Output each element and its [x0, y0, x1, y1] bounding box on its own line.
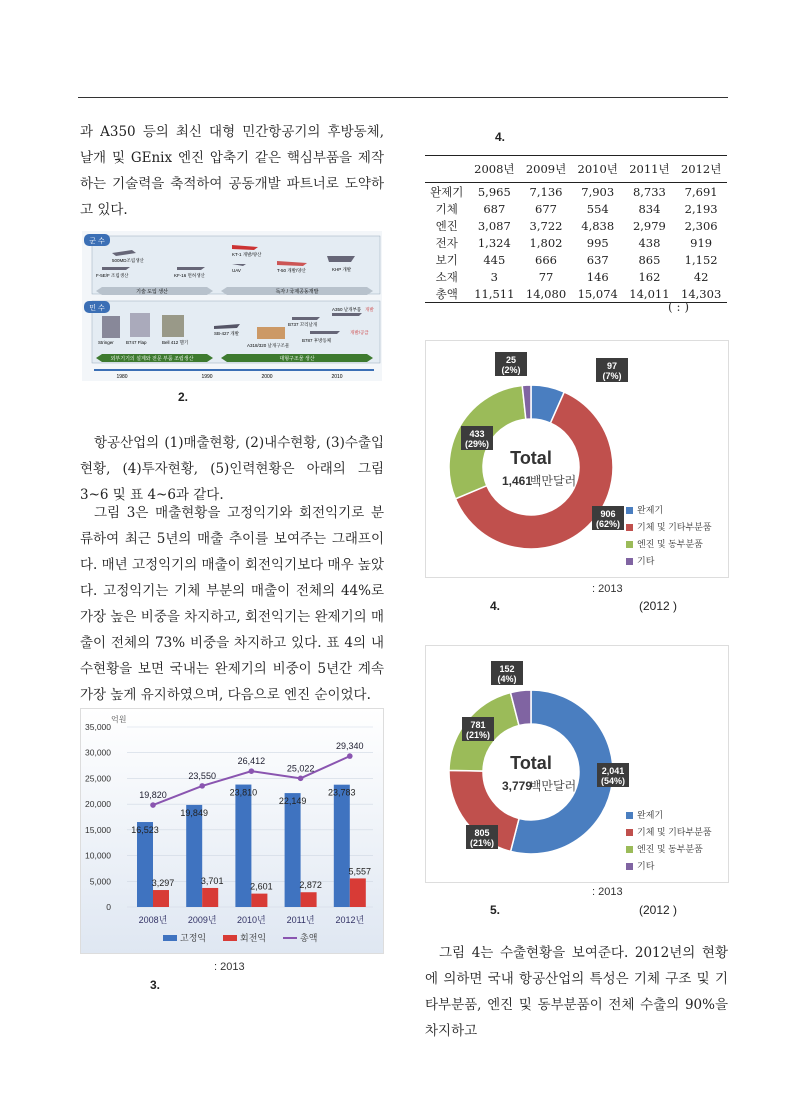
table-cell: 3 — [490, 269, 498, 284]
total-point — [347, 753, 353, 759]
row-label: 기체 — [435, 201, 458, 216]
table-header-4: 2011년 — [629, 162, 670, 176]
phase-bar-3: 외부기기의 설계와 전문 부품 조립생산 — [110, 356, 194, 362]
year-1990: 1990 — [201, 374, 213, 380]
figure-4 — [425, 340, 729, 578]
table-cell: 14,080 — [525, 286, 567, 301]
slice-percent-label: (21%) — [465, 730, 491, 740]
bar-fixed-label: 19,849 — [180, 807, 208, 818]
legend-swatch — [626, 812, 633, 819]
phase-bar-4: 대형구조물 생산 — [279, 356, 315, 362]
table4-unit-note: ( : ) — [668, 300, 690, 314]
table-header-3: 2010년 — [577, 162, 618, 176]
fig4-source: : 2013 — [592, 583, 623, 595]
legend-label: 기타 — [637, 556, 655, 566]
tag-develop: 개발 — [365, 307, 374, 312]
table-cell: 146 — [586, 269, 609, 284]
total-point — [199, 783, 205, 789]
bar-rotary-wing — [202, 888, 218, 907]
bar-fixed-label: 16,523 — [131, 825, 159, 836]
table-cell: 3,087 — [477, 218, 511, 233]
import-donut-chart — [426, 646, 728, 882]
legend-label: 완제기 — [637, 505, 664, 515]
table-cell: 687 — [483, 201, 506, 216]
slice-percent-label: (29%) — [464, 439, 490, 449]
table-row — [425, 183, 727, 201]
table-row — [425, 251, 727, 268]
aerospace-history-diagram — [82, 231, 382, 381]
b787-icon — [310, 331, 340, 334]
bar-rotary-label: 3,701 — [200, 875, 224, 886]
table-row — [425, 200, 727, 217]
figure-3 — [80, 708, 384, 954]
civil-item-a318: A318/320 날개구조물 — [247, 343, 290, 348]
slice-value-label: 906 — [600, 509, 616, 519]
legend-label: 엔진 및 동부분품 — [637, 539, 703, 549]
total-point — [249, 768, 255, 774]
donut-center-title: Total — [510, 753, 552, 773]
military-item-khp: KHP 개발 — [332, 267, 352, 272]
table-cell: 865 — [638, 252, 661, 267]
bar-fixed-wing — [285, 793, 301, 907]
table-cell: 8,733 — [632, 184, 666, 199]
legend-label: 기타 — [637, 861, 655, 871]
table-cell: 3,722 — [529, 218, 563, 233]
slice-value-label: 25 — [505, 355, 517, 365]
slice-percent-label: (21%) — [469, 838, 495, 848]
table-cell: 666 — [535, 252, 557, 267]
civil-item-sb427: SB-427 개발 — [214, 331, 239, 336]
donut-center-title: Total — [510, 448, 552, 468]
table-cell: 14,303 — [681, 286, 722, 301]
figure-2 — [82, 231, 382, 381]
total-label: 25,022 — [286, 763, 315, 774]
legend-swatch — [626, 846, 633, 853]
total-label: 23,550 — [188, 770, 216, 781]
legend-label: 회전익 — [240, 933, 267, 943]
bar-fixed-label: 23,810 — [229, 787, 258, 798]
military-item-f5: F-5E/F 조립생산 — [96, 273, 129, 278]
table-cell: 995 — [586, 235, 609, 250]
military-item-500md: 500MD조립생산 — [112, 258, 144, 263]
table-header-0 — [425, 156, 468, 183]
fig2-caption: 2. — [178, 390, 189, 404]
total-point — [298, 776, 304, 782]
y-tick-label: 0 — [106, 902, 111, 912]
legend-label: 기체 및 기타부분품 — [637, 827, 712, 837]
helicopter-khp-icon — [327, 256, 355, 262]
slice-percent-label: (4%) — [497, 674, 517, 684]
donut-center-value: 3,779 — [501, 779, 533, 793]
civil-item-b787: B787 후방동체 — [302, 338, 332, 343]
table-cell: 162 — [638, 269, 661, 284]
donut-center-unit: 백만달러 — [529, 474, 577, 488]
table-cell: 15,074 — [577, 286, 618, 301]
bar-rotary-label: 2,601 — [250, 881, 273, 892]
y-tick-label: 30,000 — [85, 747, 111, 758]
slice-percent-label: (7%) — [602, 371, 622, 381]
table-cell: 919 — [690, 235, 713, 250]
a350-icon — [332, 313, 362, 316]
legend-label: 고정익 — [180, 933, 207, 943]
fig4-caption: 4. — [490, 599, 501, 613]
bar-fixed-label: 23,783 — [328, 787, 356, 798]
fig4-caption-year: (2012 ) — [639, 599, 678, 613]
total-label: 19,820 — [139, 790, 167, 801]
slice-value-label: 152 — [499, 664, 515, 674]
fig3-source: : 2013 — [214, 961, 245, 973]
phase-bar-2: 독자 / 국제공동개발 — [275, 289, 319, 295]
bar-rotary-wing — [153, 890, 169, 907]
bar-rotary-wing — [251, 894, 267, 907]
table-cell: 1,802 — [529, 235, 563, 250]
military-item-kt1: KT-1 개발/양산 — [232, 252, 262, 257]
y-tick-label: 25,000 — [85, 773, 111, 784]
fig5-source: : 2013 — [592, 886, 623, 898]
table-cell: 677 — [535, 201, 557, 216]
domestic-demand-table — [425, 155, 727, 303]
x-tick-label: 2012년 — [335, 915, 365, 925]
y-tick-label: 5,000 — [89, 876, 111, 887]
bar-fixed-wing — [186, 805, 202, 907]
jet-f5-icon — [102, 267, 130, 270]
bar-rotary-wing — [350, 878, 366, 907]
legend-label: 엔진 및 동부분품 — [637, 844, 703, 854]
donut-center-unit: 백만달러 — [529, 779, 577, 793]
row-label: 완제기 — [430, 184, 464, 199]
bottom-paragraph: 그림 4는 수출현황을 보여준다. 2012년의 현황에 의하면 국내 항공산업의 특성은 기체 구조 및 기타부분품, 엔진 및 동부분품이 전체 수출의 90%을 차지하고 — [425, 945, 728, 1039]
phase-bar-1: 기술 도입 생산 — [136, 289, 168, 295]
civil-item-b737: B737 꼬리날개 — [288, 322, 318, 327]
table-cell: 2,193 — [684, 201, 718, 216]
table-cell: 11,511 — [474, 286, 515, 301]
slice-value-label: 805 — [474, 828, 490, 838]
military-label: 군 수 — [89, 238, 105, 245]
civil-item-b747: B747 Flap — [126, 340, 147, 345]
legend-swatch — [626, 829, 633, 836]
table-row — [425, 268, 727, 285]
fig5-caption-year: (2012 ) — [639, 903, 678, 917]
jet-kf16-icon — [177, 267, 205, 270]
legend-swatch — [626, 524, 633, 531]
x-tick-label: 2008년 — [138, 915, 168, 925]
table-row — [425, 217, 727, 234]
stringer-photo — [102, 316, 120, 338]
military-item-t50: T-50 개발/양산 — [277, 268, 306, 273]
total-label: 29,340 — [336, 741, 364, 752]
table-header-row — [425, 156, 727, 183]
row-label: 엔진 — [435, 218, 458, 233]
civil-item-a350: A350 날개부품 — [332, 307, 362, 312]
table-cell: 445 — [483, 252, 506, 267]
slice-value-label: 781 — [470, 720, 486, 730]
legend-label: 완제기 — [637, 810, 664, 820]
legend-swatch — [626, 507, 633, 514]
slice-value-label: 97 — [606, 361, 618, 371]
a318-wing-photo — [257, 327, 285, 339]
y-tick-label: 15,000 — [85, 824, 111, 835]
donut-center-value: 1,461 — [501, 474, 533, 488]
para-2: 항공산업의 (1)매출현황, (2)내수현황, (3)수출입현황, (4)투자현황, (5)인력현황은 아래의 그림 3~6 및 표 4~6과 같다. — [80, 435, 384, 503]
table-cell: 4,838 — [581, 218, 615, 233]
para-3: 그림 3은 매출현황을 고정익기와 회전익기로 분류하여 최근 5년의 매출 추이를 보여주는 그래프이다. 매년 고정익기의 매출이 회전익기보다 매우 높았다. 고정익기는 기체 부분의 매출이 전체의 44%로 가장 높은 비중을 차지하고, 회전익기는 완제기의 매출이 전체의 73% 비중을 차지하고 있다. 표 4의 내수현황을 보면 국내는 완제기의 비중이 5년간 계속 가장 높게 유지하였으며, 다음으로 엔진 순이었다. — [80, 505, 384, 703]
header-rule — [78, 97, 728, 98]
fig5-caption: 5. — [490, 903, 501, 917]
bar-rotary-label: 5,557 — [348, 866, 372, 877]
table-row — [425, 234, 727, 251]
export-donut-chart — [426, 341, 728, 577]
bell412-photo — [162, 315, 184, 337]
bar-rotary-wing — [301, 892, 317, 907]
slice-percent-label: (62%) — [595, 519, 621, 529]
legend-label: 기체 및 기타부분품 — [637, 522, 712, 532]
slice-value-label: 433 — [469, 429, 485, 439]
y-tick-label: 35,000 — [85, 722, 111, 732]
bar-fixed-wing — [235, 785, 251, 907]
table-cell: 7,136 — [529, 184, 563, 199]
table-cell: 14,011 — [629, 286, 670, 301]
y-unit-label: 억원 — [111, 715, 127, 724]
year-1980: 1980 — [116, 374, 128, 380]
military-item-kf16: KF-16 면허생산 — [174, 273, 205, 278]
top-paragraph: 과 A350 등의 최신 대형 민간항공기의 후방동체, 날개 및 GEnix 엔진 압축기 같은 핵심부품을 제작하는 기술력을 축적하여 공동개발 파트너로 도약하고 있다. — [80, 124, 384, 218]
b747-flap-photo — [130, 313, 150, 337]
civil-item-bell412: Bell 412 헬기 — [162, 340, 189, 345]
legend-swatch — [626, 541, 633, 548]
slice-percent-label: (2%) — [501, 365, 521, 375]
civil-item-stringer: Stringer — [98, 340, 114, 345]
legend-label: 총액 — [300, 933, 318, 943]
bar-fixed-label: 22,149 — [278, 796, 307, 807]
table-cell: 637 — [586, 252, 609, 267]
table-cell: 834 — [638, 201, 661, 216]
total-point — [150, 802, 156, 808]
table4-caption: 4. — [495, 130, 506, 144]
table-cell: 42 — [693, 269, 709, 284]
sales-bar-chart — [81, 709, 383, 953]
table-cell: 2,306 — [684, 218, 718, 233]
table-header-2: 2009년 — [525, 162, 567, 176]
military-item-uav: UAV — [232, 268, 241, 273]
table-cell: 2,979 — [632, 218, 666, 233]
figure-5 — [425, 645, 729, 883]
table-header-5: 2012년 — [680, 162, 722, 176]
total-label: 26,412 — [237, 756, 266, 767]
b737-icon — [292, 317, 320, 320]
x-tick-label: 2009년 — [187, 915, 217, 925]
row-label: 보기 — [435, 252, 458, 267]
slice-value-label: 2,041 — [601, 766, 625, 776]
year-2000: 2000 — [261, 374, 273, 380]
x-tick-label: 2010년 — [237, 915, 266, 925]
tag-develop-supply: 개발/공급 — [350, 330, 369, 335]
y-tick-label: 20,000 — [85, 799, 111, 810]
table-header-1: 2008년 — [474, 162, 515, 176]
slice-percent-label: (54%) — [600, 776, 626, 786]
table-cell: 1,152 — [684, 252, 718, 267]
year-2010: 2010 — [331, 374, 343, 380]
row-label: 전자 — [435, 235, 458, 250]
table-cell: 77 — [538, 269, 554, 284]
table-cell: 7,903 — [581, 184, 615, 199]
bar-rotary-label: 2,872 — [299, 880, 322, 891]
bar-fixed-wing — [334, 785, 350, 907]
table-cell: 5,965 — [477, 184, 511, 199]
row-label: 총액 — [435, 286, 458, 301]
bar-rotary-label: 3,297 — [151, 878, 175, 889]
fig3-caption: 3. — [150, 978, 161, 992]
legend-swatch — [223, 935, 237, 941]
table-cell: 438 — [638, 235, 661, 250]
legend-swatch — [626, 558, 633, 565]
table-cell: 7,691 — [684, 184, 718, 199]
table-cell: 554 — [586, 201, 609, 216]
table-cell: 1,324 — [477, 235, 511, 250]
row-label: 소재 — [435, 269, 458, 284]
legend-swatch — [626, 863, 633, 870]
legend-swatch — [163, 935, 177, 941]
x-tick-label: 2011년 — [286, 915, 315, 925]
civil-label: 민 수 — [89, 305, 105, 312]
y-tick-label: 10,000 — [85, 850, 111, 861]
